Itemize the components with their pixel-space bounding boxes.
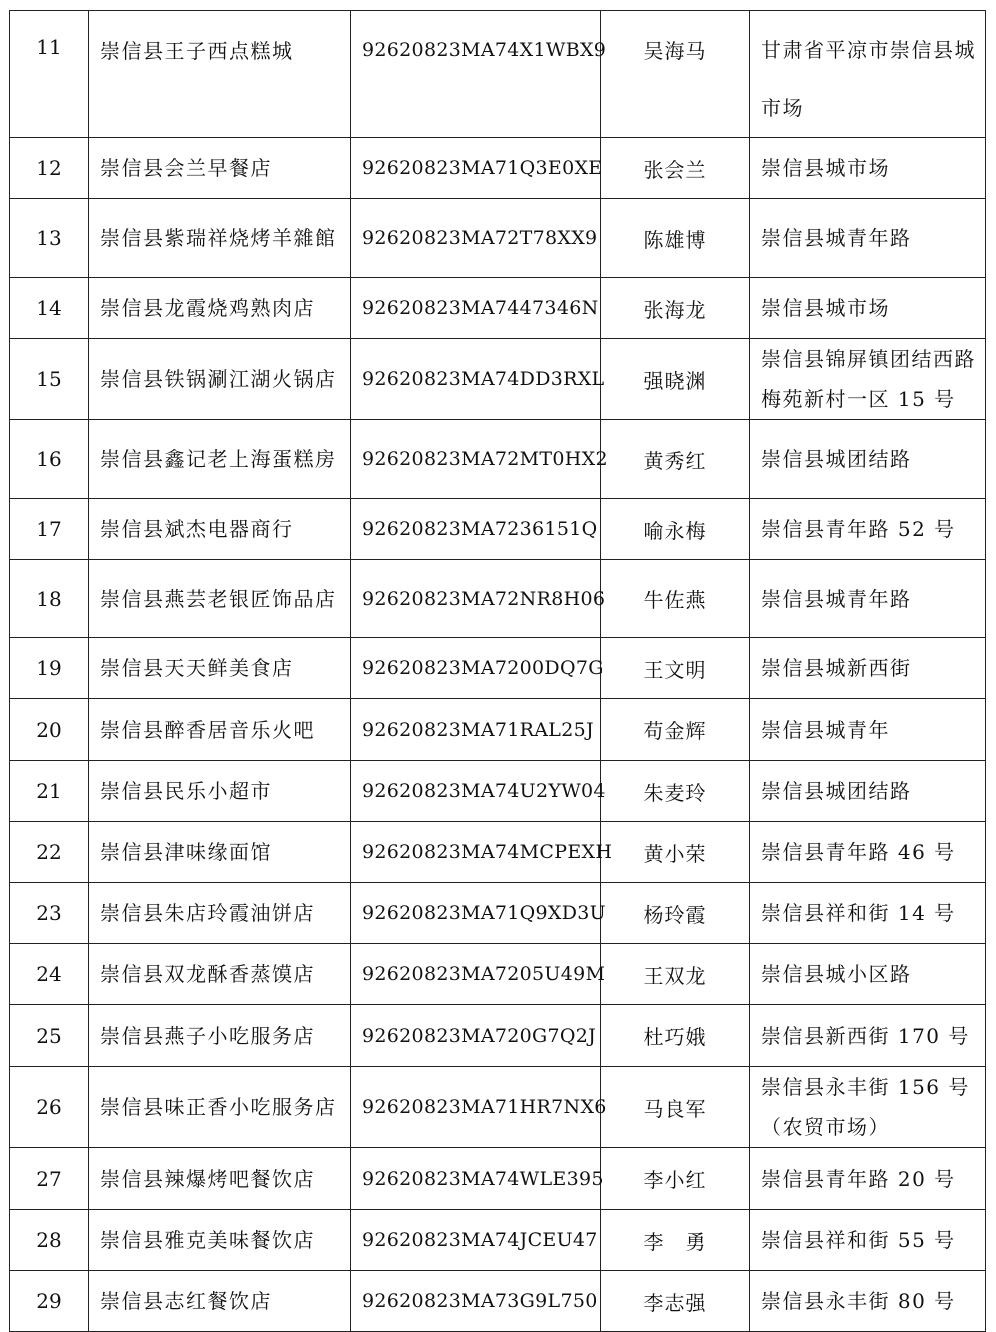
representative: 吴海马 xyxy=(601,11,750,138)
credit-code: 92620823MA72NR8H06 xyxy=(351,560,601,638)
credit-code: 92620823MA7447346N xyxy=(351,278,601,339)
representative: 杜巧娥 xyxy=(601,1005,750,1067)
address: 甘肃省平凉市崇信县城市场 xyxy=(750,11,986,138)
address: 崇信县青年路 52 号 xyxy=(750,499,986,560)
address: 崇信县城市场 xyxy=(750,278,986,339)
address: 崇信县城青年路 xyxy=(750,199,986,278)
row-number: 18 xyxy=(10,560,89,638)
credit-code: 92620823MA71RAL25J xyxy=(351,699,601,761)
representative: 牛佐燕 xyxy=(601,560,750,638)
representative: 王双龙 xyxy=(601,944,750,1005)
representative: 张海龙 xyxy=(601,278,750,339)
credit-code: 92620823MA74WLE395 xyxy=(351,1148,601,1210)
business-name: 崇信县紫瑞祥烧烤羊雜館 xyxy=(89,199,351,278)
address: 崇信县城团结路 xyxy=(750,420,986,499)
row-number: 22 xyxy=(10,822,89,883)
address: 崇信县城青年路 xyxy=(750,560,986,638)
row-number: 14 xyxy=(10,278,89,339)
representative: 李小红 xyxy=(601,1148,750,1210)
representative: 黄小荣 xyxy=(601,822,750,883)
representative: 陈雄博 xyxy=(601,199,750,278)
representative: 张会兰 xyxy=(601,138,750,199)
row-number: 23 xyxy=(10,883,89,944)
business-name: 崇信县志红餐饮店 xyxy=(89,1271,351,1332)
credit-code: 92620823MA71Q9XD3U xyxy=(351,883,601,944)
credit-code: 92620823MA73G9L750 xyxy=(351,1271,601,1332)
address: 崇信县永丰街 156 号（农贸市场） xyxy=(750,1067,986,1148)
row-number: 19 xyxy=(10,638,89,699)
representative: 李志强 xyxy=(601,1271,750,1332)
credit-code: 92620823MA74DD3RXL xyxy=(351,339,601,420)
business-name: 崇信县醉香居音乐火吧 xyxy=(89,699,351,761)
table-row xyxy=(10,638,986,699)
representative: 朱麦玲 xyxy=(601,761,750,822)
row-number: 27 xyxy=(10,1148,89,1210)
row-number: 28 xyxy=(10,1210,89,1271)
credit-code: 92620823MA74JCEU47 xyxy=(351,1210,601,1271)
business-name: 崇信县朱店玲霞油饼店 xyxy=(89,883,351,944)
representative: 喻永梅 xyxy=(601,499,750,560)
credit-code: 92620823MA71HR7NX6 xyxy=(351,1067,601,1148)
address: 崇信县青年路 20 号 xyxy=(750,1148,986,1210)
business-table xyxy=(9,10,986,1332)
address: 崇信县祥和街 55 号 xyxy=(750,1210,986,1271)
business-name: 崇信县燕芸老银匠饰品店 xyxy=(89,560,351,638)
business-name: 崇信县燕子小吃服务店 xyxy=(89,1005,351,1067)
table-row xyxy=(10,1148,986,1210)
table-row xyxy=(10,420,986,499)
credit-code: 92620823MA74X1WBX9 xyxy=(351,11,601,138)
business-name: 崇信县会兰早餐店 xyxy=(89,138,351,199)
credit-code: 92620823MA72MT0HX2 xyxy=(351,420,601,499)
row-number: 24 xyxy=(10,944,89,1005)
table-body xyxy=(10,11,986,1332)
table-row xyxy=(10,278,986,339)
representative: 李 勇 xyxy=(601,1210,750,1271)
representative: 杨玲霞 xyxy=(601,883,750,944)
credit-code: 92620823MA72T78XX9 xyxy=(351,199,601,278)
table-row xyxy=(10,699,986,761)
row-number: 16 xyxy=(10,420,89,499)
representative: 强晓渊 xyxy=(601,339,750,420)
business-name: 崇信县味正香小吃服务店 xyxy=(89,1067,351,1148)
row-number: 20 xyxy=(10,699,89,761)
business-name: 崇信县鑫记老上海蛋糕房 xyxy=(89,420,351,499)
credit-code: 92620823MA7236151Q xyxy=(351,499,601,560)
table-row xyxy=(10,339,986,420)
address: 崇信县城新西街 xyxy=(750,638,986,699)
table-row xyxy=(10,944,986,1005)
credit-code: 92620823MA74MCPEXH xyxy=(351,822,601,883)
credit-code: 92620823MA7200DQ7G xyxy=(351,638,601,699)
address: 崇信县青年路 46 号 xyxy=(750,822,986,883)
business-name: 崇信县铁锅涮江湖火锅店 xyxy=(89,339,351,420)
business-name: 崇信县雅克美味餐饮店 xyxy=(89,1210,351,1271)
row-number: 21 xyxy=(10,761,89,822)
table-row xyxy=(10,138,986,199)
address: 崇信县锦屏镇团结西路梅苑新村一区 15 号 xyxy=(750,339,986,420)
business-name: 崇信县双龙酥香蒸馍店 xyxy=(89,944,351,1005)
row-number: 29 xyxy=(10,1271,89,1332)
credit-code: 92620823MA71Q3E0XE xyxy=(351,138,601,199)
row-number: 26 xyxy=(10,1067,89,1148)
row-number: 17 xyxy=(10,499,89,560)
row-number: 25 xyxy=(10,1005,89,1067)
row-number: 13 xyxy=(10,199,89,278)
business-name: 崇信县王子西点糕城 xyxy=(89,11,351,138)
business-name: 崇信县天天鲜美食店 xyxy=(89,638,351,699)
table-row xyxy=(10,883,986,944)
representative: 王文明 xyxy=(601,638,750,699)
address: 崇信县新西街 170 号 xyxy=(750,1005,986,1067)
address: 崇信县城小区路 xyxy=(750,944,986,1005)
address: 崇信县祥和街 14 号 xyxy=(750,883,986,944)
credit-code: 92620823MA74U2YW04 xyxy=(351,761,601,822)
table-row xyxy=(10,11,986,138)
credit-code: 92620823MA720G7Q2J xyxy=(351,1005,601,1067)
credit-code: 92620823MA7205U49M xyxy=(351,944,601,1005)
representative: 黄秀红 xyxy=(601,420,750,499)
business-name: 崇信县斌杰电器商行 xyxy=(89,499,351,560)
business-name: 崇信县津味缘面馆 xyxy=(89,822,351,883)
address: 崇信县城青年 xyxy=(750,699,986,761)
table-row xyxy=(10,761,986,822)
table-row xyxy=(10,1210,986,1271)
table-row xyxy=(10,1005,986,1067)
table-row xyxy=(10,1067,986,1148)
address: 崇信县永丰街 80 号 xyxy=(750,1271,986,1332)
table-row xyxy=(10,499,986,560)
table-row xyxy=(10,560,986,638)
representative: 马良军 xyxy=(601,1067,750,1148)
address: 崇信县城市场 xyxy=(750,138,986,199)
row-number: 12 xyxy=(10,138,89,199)
table-row xyxy=(10,1271,986,1332)
representative: 苟金辉 xyxy=(601,699,750,761)
business-name: 崇信县辣爆烤吧餐饮店 xyxy=(89,1148,351,1210)
table-row xyxy=(10,199,986,278)
table-row xyxy=(10,822,986,883)
address: 崇信县城团结路 xyxy=(750,761,986,822)
row-number: 15 xyxy=(10,339,89,420)
business-name: 崇信县民乐小超市 xyxy=(89,761,351,822)
business-name: 崇信县龙霞烧鸡熟肉店 xyxy=(89,278,351,339)
row-number: 11 xyxy=(10,11,89,138)
